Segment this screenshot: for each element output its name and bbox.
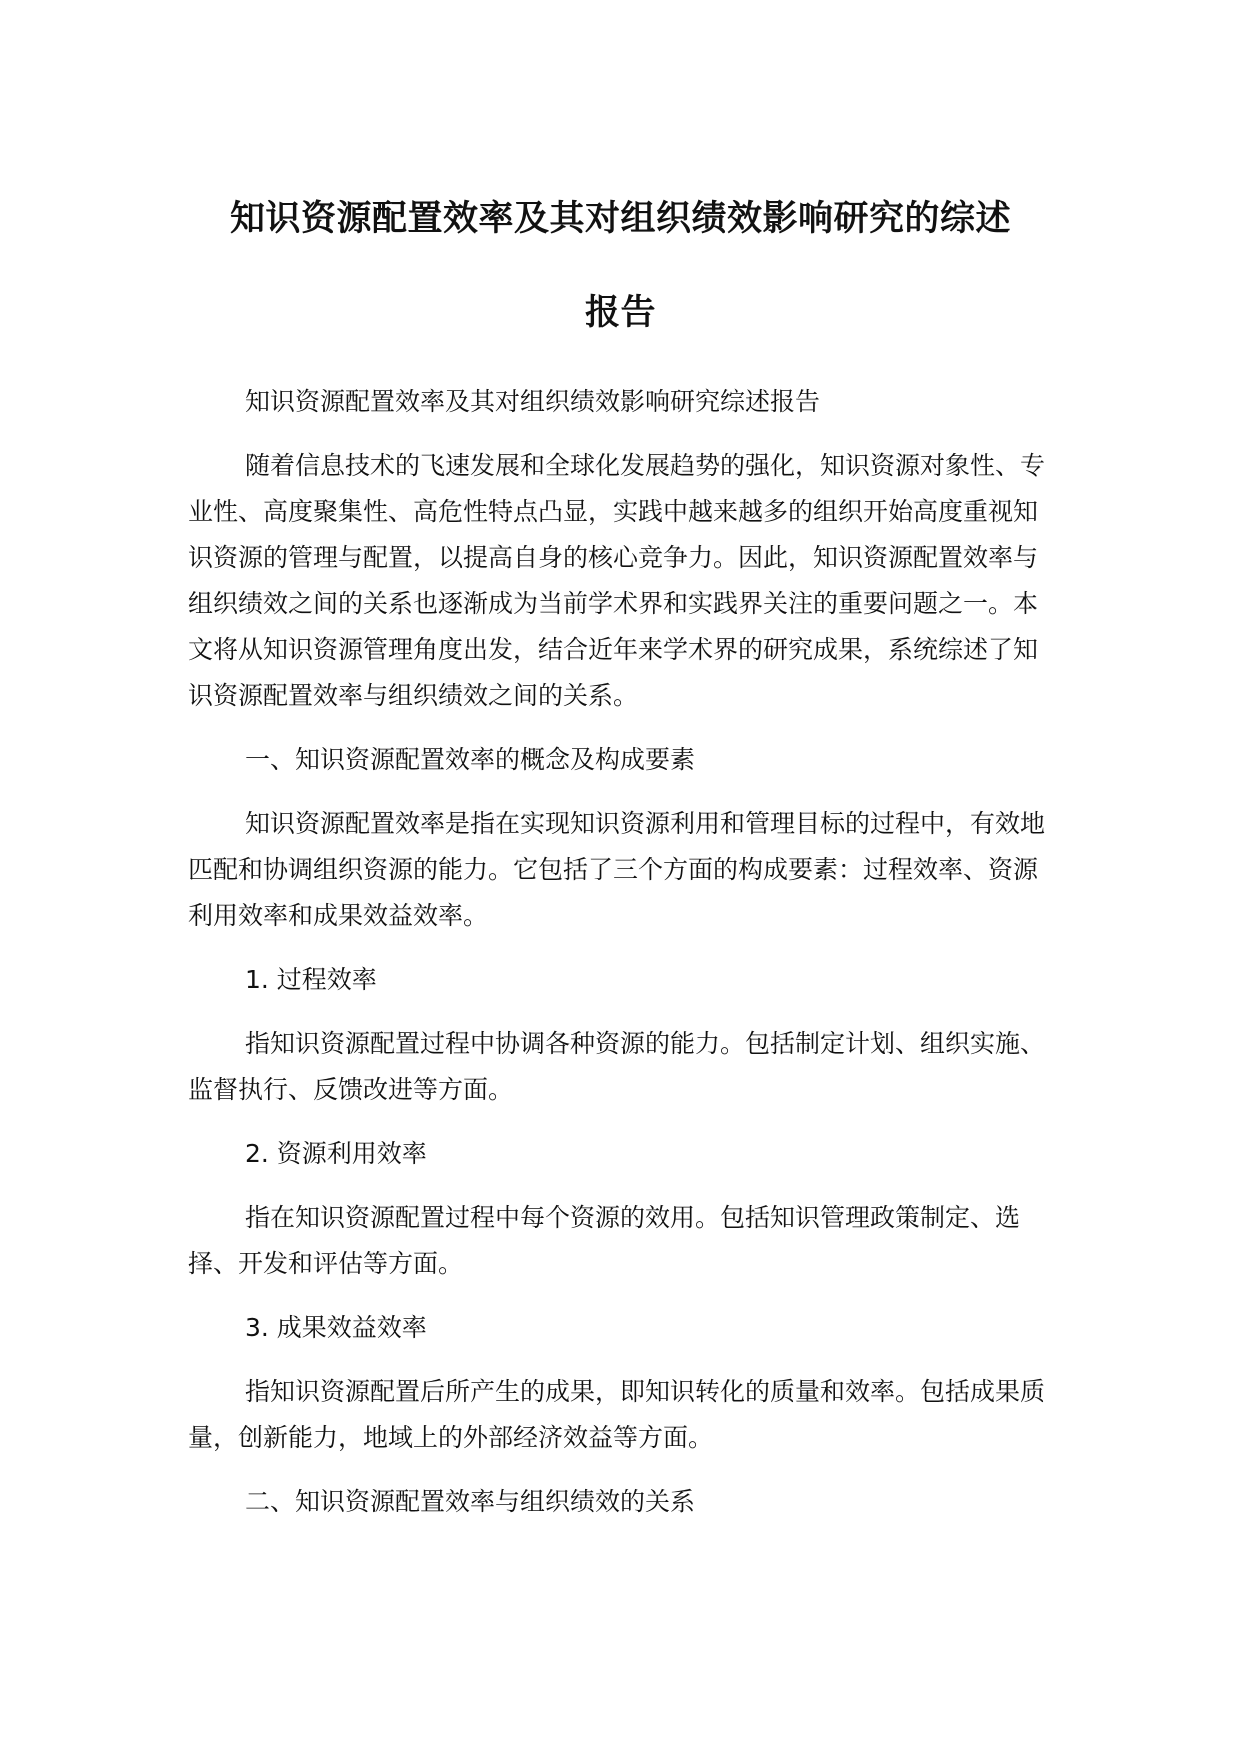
section-heading-2: 二、知识资源配置效率与组织绩效的关系: [245, 1487, 696, 1516]
section-heading-1: 一、知识资源配置效率的概念及构成要素: [245, 745, 696, 774]
item-heading-process-efficiency: 1. 过程效率: [245, 965, 377, 994]
paragraph-definition: 知识资源配置效率是指在实现知识资源利用和管理目标的过程中，有效地匹配和协调组织资源的能力。它包括了三个方面的构成要素：过程效率、资源利用效率和成果效益效率。: [188, 809, 1046, 930]
item-heading-resource-efficiency: 2. 资源利用效率: [245, 1139, 427, 1168]
document-title: [150, 172, 1091, 360]
title-line-1: 知识资源配置效率及其对组织绩效影响研究的综述: [229, 199, 1011, 239]
paragraph-resource-efficiency: 指在知识资源配置过程中每个资源的效用。包括知识管理政策制定、选择、开发和评估等方面。: [188, 1203, 1021, 1278]
item-heading-outcome-efficiency: 3. 成果效益效率: [245, 1313, 427, 1342]
document-body: [188, 379, 1048, 1543]
paragraph-process-efficiency: 指知识资源配置过程中协调各种资源的能力。包括制定计划、组织实施、监督执行、反馈改进等方面。: [188, 1029, 1046, 1104]
title-line-2: 报告: [584, 293, 656, 333]
paragraph-intro: 随着信息技术的飞速发展和全球化发展趋势的强化，知识资源对象性、专业性、高度聚集性、高危性特点凸显，实践中越来越多的组织开始高度重视知识资源的管理与配置，以提高自身的核心竞争力。因此，知识资源配置效率与组织绩效之间的关系也逐渐成为当前学术界和实践界关注的重要问题之一。本文将从知识资源管理角度出发，结合近年来学术界的研究成果，系统综述了知识资源配置效率与组织绩效之间的关系。: [188, 451, 1046, 710]
paragraph-subtitle: 知识资源配置效率及其对组织绩效影响研究综述报告: [245, 387, 821, 416]
paragraph-outcome-efficiency: 指知识资源配置后所产生的成果，即知识转化的质量和效率。包括成果质量，创新能力，地域上的外部经济效益等方面。: [188, 1377, 1046, 1452]
